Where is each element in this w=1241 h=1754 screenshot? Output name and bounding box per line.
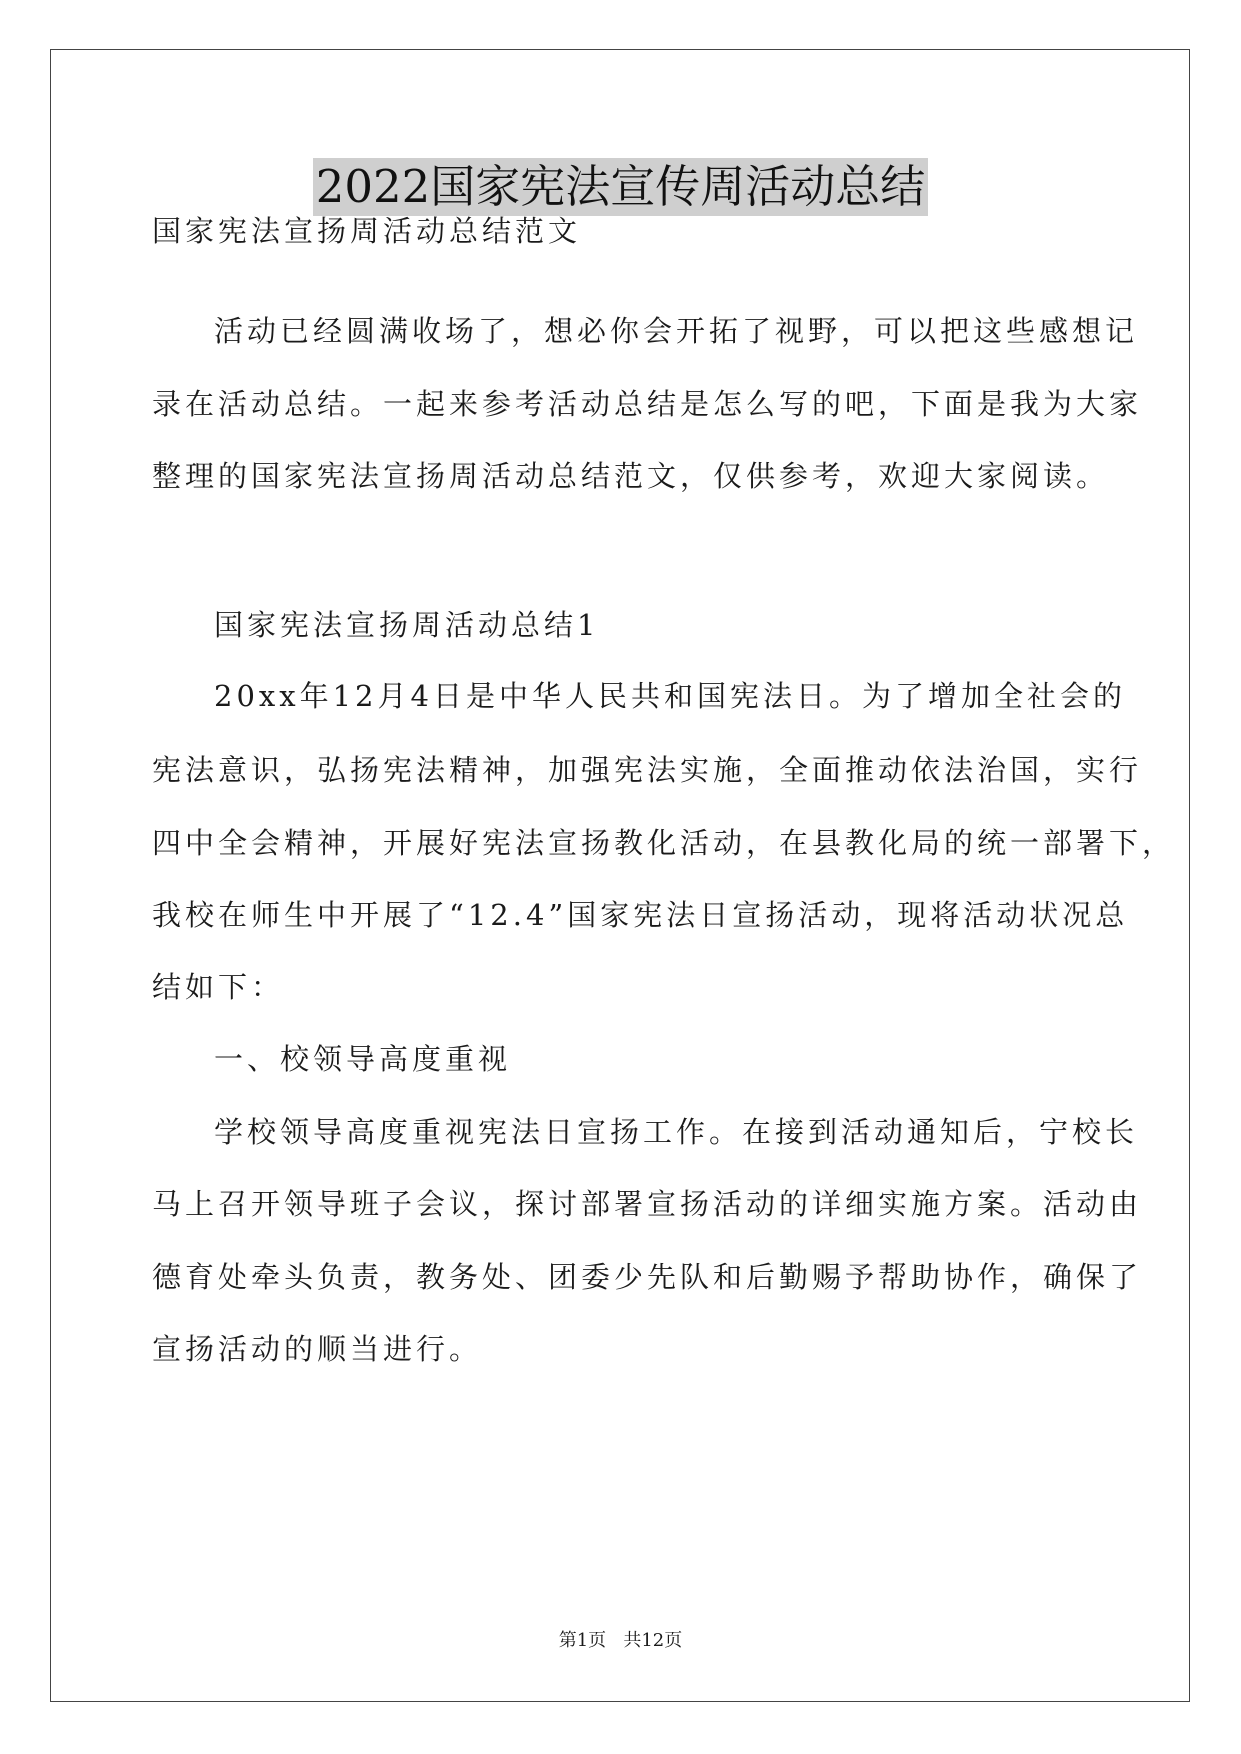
paragraph-line: 整理的国家宪法宣扬周活动总结范文，仅供参考，欢迎大家阅读。 [152, 459, 1110, 493]
paragraph-line: 学校领导高度重视宪法日宣扬工作。在接到活动通知后，宁校长 [214, 1115, 1139, 1149]
paragraph-line: 德育处牵头负责，教务处、团委少先队和后勤赐予帮助协作，确保了 [152, 1260, 1143, 1294]
paragraph-line: 宪法意识，弘扬宪法精神，加强宪法实施，全面推动依法治国，实行 [152, 753, 1143, 787]
paragraph-line: 马上召开领导班子会议，探讨部署宣扬活动的详细实施方案。活动由 [152, 1187, 1143, 1221]
paragraph-line: 20xx年12月4日是中华人民共和国宪法日。为了增加全社会的 [214, 679, 1126, 713]
page-border [50, 49, 1190, 1702]
paragraph-line: 结如下： [152, 970, 285, 1004]
section-heading: 国家宪法宣扬周活动总结1 [214, 608, 600, 642]
paragraph-line: 活动已经圆满收场了，想必你会开拓了视野，可以把这些感想记 [214, 314, 1139, 348]
paragraph-line: 我校在师生中开展了“12.4”国家宪法日宣扬活动，现将活动状况总 [152, 898, 1129, 932]
document-title: 2022国家宪法宣传周活动总结 [313, 158, 929, 216]
subtitle-line: 国家宪法宣扬周活动总结范文 [152, 214, 582, 248]
paragraph-line: 宣扬活动的顺当进行。 [152, 1332, 483, 1366]
paragraph-line: 四中全会精神，开展好宪法宣扬教化活动，在县教化局的统一部署下， [152, 826, 1176, 860]
page-footer: 第1页 共12页 [558, 1630, 683, 1651]
subsection-heading: 一、校领导高度重视 [214, 1042, 512, 1076]
title-wrap [0, 158, 1241, 216]
paragraph-line: 录在活动总结。一起来参考活动总结是怎么写的吧，下面是我为大家 [152, 387, 1143, 421]
